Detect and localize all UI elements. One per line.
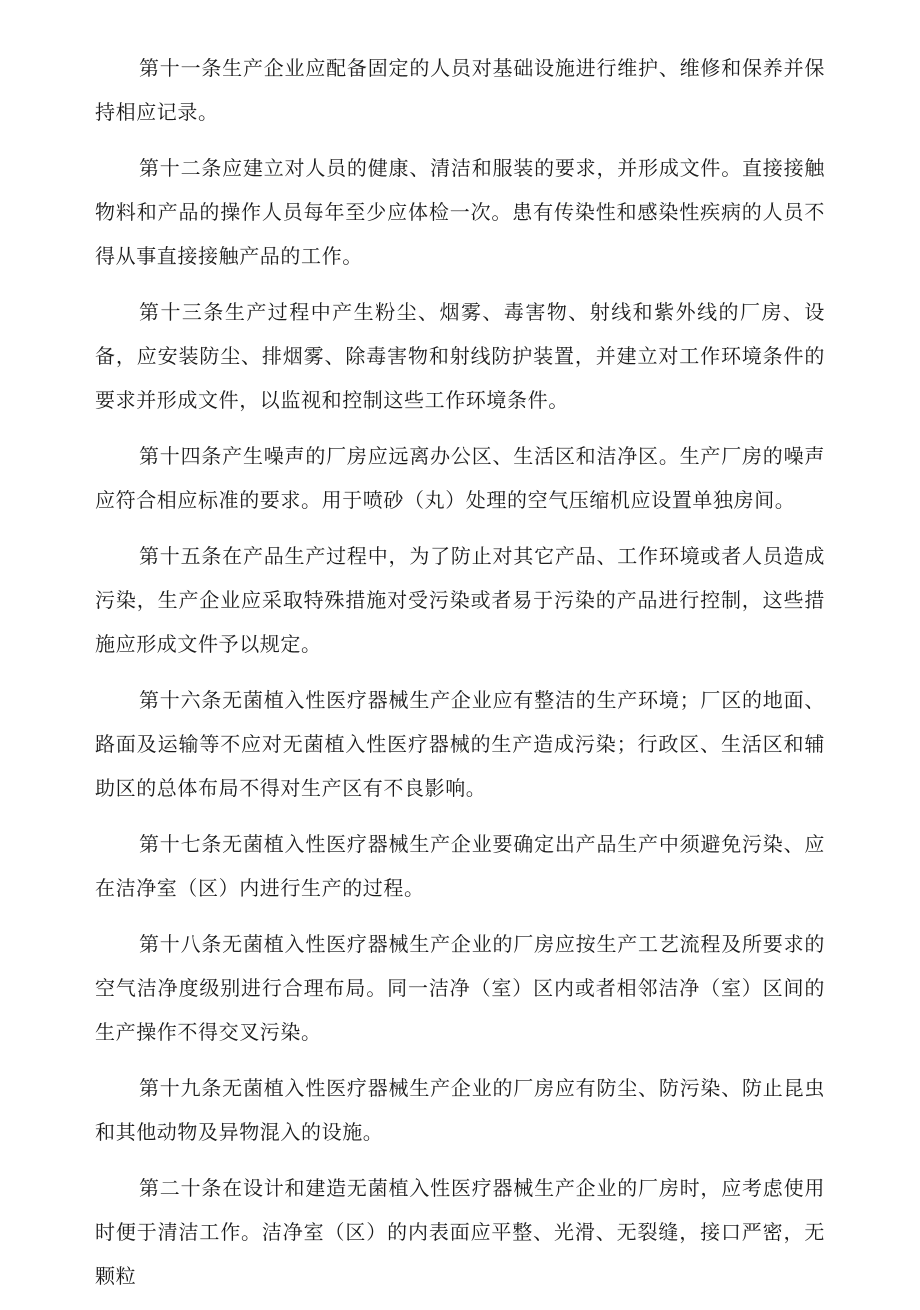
article-18-paragraph: 第十八条无菌植入性医疗器械生产企业的厂房应按生产工艺流程及所要求的空气洁净度级别进行合理布局。同一洁净（室）区内或者相邻洁净（室）区间的生产操作不得交叉污染。 bbox=[95, 932, 825, 1044]
article-19-paragraph: 第十九条无菌植入性医疗器械生产企业的厂房应有防尘、防污染、防止昆虫和其他动物及异物混入的设施。 bbox=[95, 1076, 825, 1144]
article-13-paragraph: 第十三条生产过程中产生粉尘、烟雾、毒害物、射线和紫外线的厂房、设备，应安装防尘、排烟雾、除毒害物和射线防护装置，并建立对工作环境条件的要求并形成文件，以监视和控制这些工作环境条件。 bbox=[95, 300, 825, 412]
document-page bbox=[95, 46, 825, 1310]
article-20-paragraph: 第二十条在设计和建造无菌植入性医疗器械生产企业的厂房时，应考虑使用时便于清洁工作。洁净室（区）的内表面应平整、光滑、无裂缝，接口严密，无颗粒 bbox=[95, 1176, 825, 1288]
article-12-paragraph: 第十二条应建立对人员的健康、清洁和服装的要求，并形成文件。直接接触物料和产品的操作人员每年至少应体检一次。患有传染性和感染性疾病的人员不得从事直接接触产品的工作。 bbox=[95, 156, 825, 268]
article-16-paragraph: 第十六条无菌植入性医疗器械生产企业应有整洁的生产环境；厂区的地面、路面及运输等不应对无菌植入性医疗器械的生产造成污染；行政区、生活区和辅助区的总体布局不得对生产区有不良影响。 bbox=[95, 688, 825, 800]
article-17-paragraph: 第十七条无菌植入性医疗器械生产企业要确定出产品生产中须避免污染、应在洁净室（区）内进行生产的过程。 bbox=[95, 832, 825, 900]
article-11-paragraph: 第十一条生产企业应配备固定的人员对基础设施进行维护、维修和保养并保持相应记录。 bbox=[95, 56, 825, 124]
article-14-paragraph: 第十四条产生噪声的厂房应远离办公区、生活区和洁净区。生产厂房的噪声应符合相应标准的要求。用于喷砂（丸）处理的空气压缩机应设置单独房间。 bbox=[95, 444, 825, 512]
article-15-paragraph: 第十五条在产品生产过程中，为了防止对其它产品、工作环境或者人员造成污染，生产企业应采取特殊措施对受污染或者易于污染的产品进行控制，这些措施应形成文件予以规定。 bbox=[95, 544, 825, 656]
